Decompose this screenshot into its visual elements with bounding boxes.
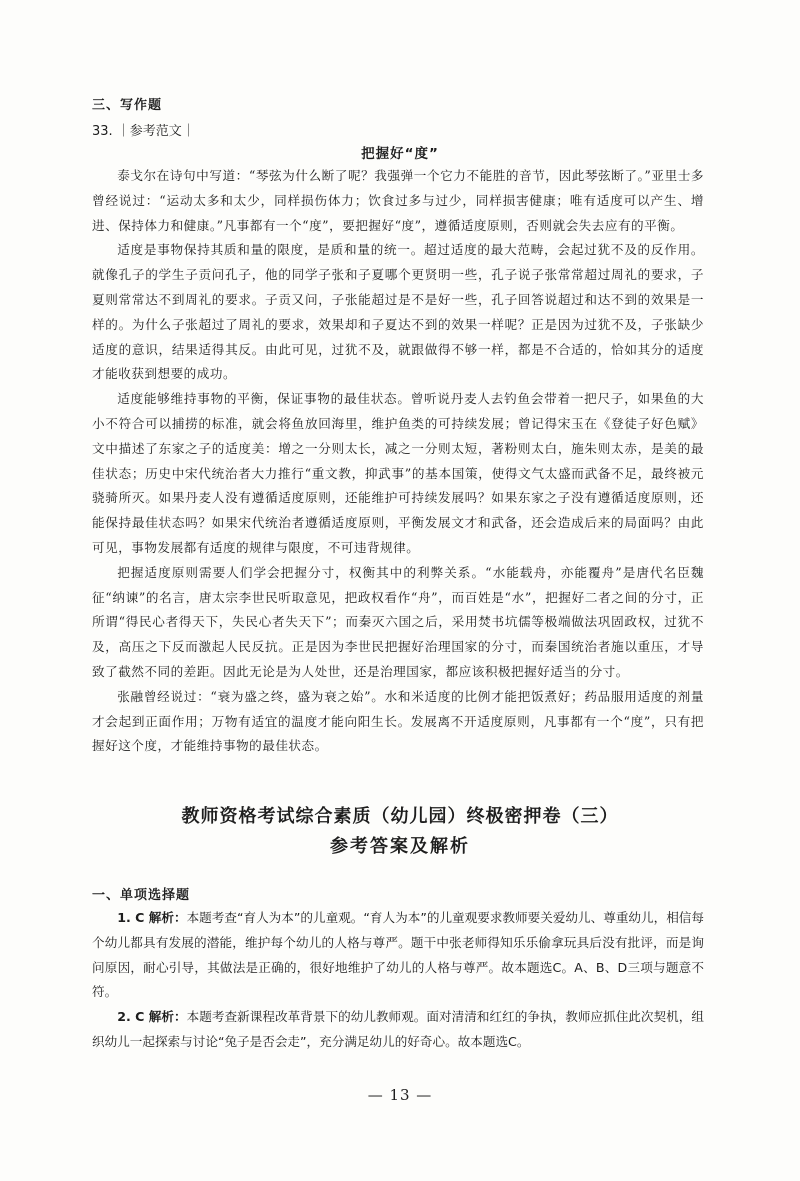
essay-paragraph: 把握适度原则需要人们学会把握分寸，权衡其中的利弊关系。“水能载舟，亦能覆舟”是唐代名臣魏征“纳谏”的名言，唐太宗李世民听取意见，把政权看作“舟”，而百姓是“水”，把握好二者之间的分寸，正所谓“得民心者得天下，失民心者失天下”；而秦灭六国之后，采用焚书坑儒等极端做法巩固政权，过犹不及，高压之下反而激起人民反抗。正是因为李世民把握好治理国家的分寸，而秦国统治者施以重压，才导致了截然不同的差距。因此无论是为人处世，还是治理国家，都应该积极把握好适当的分寸。 [92,564,704,679]
essay-paragraph: 张融曾经说过：“衰为盛之终，盛为衰之始”。水和米适度的比例才能把饭煮好；药品服用适度的剂量才会起到正面作用；万物有适宜的温度才能向阳生长。发展离不开适度原则，凡事都有一个“度”，只有把握好这个度，才能维持事物的最佳状态。 [92,688,704,754]
section-heading-writing: 三、写作题 [92,98,163,113]
essay-body [92,164,704,759]
answer-text: 本题考查“育人为本”的儿童观。“育人为本”的儿童观要求教师要关爱幼儿、尊重幼儿，相信每个幼儿都具有发展的潜能，维护每个幼儿的人格与尊严。题干中张老师得知乐乐偷拿玩具后没有批评，而是询问原因，耐心引导，其做法是正确的，很好地维护了幼儿的人格与尊严。故本题选C。A、B、D三项与题意不符。 [92,910,704,1000]
essay-paragraph: 适度是事物保持其质和量的限度，是质和量的统一。超过适度的最大范畴，会起过犹不及的反作用。就像孔子的学生子贡问孔子，他的同学子张和子夏哪个更贤明一些，孔子说子张常常超过周礼的要求，子夏则常常达不到周礼的要求。子贡又问，子张能超过是不是好一些，孔子回答说超过和达不到的效果是一样的。为什么子张超过了周礼的要求，效果却和子夏达不到的效果一样呢？正是因为过犹不及，子张缺少适度的意识，结果适得其反。由此可见，过犹不及，就跟做得不够一样，都是不合适的，恰如其分的适度才能收获到想要的成功。 [92,242,704,382]
essay-title: 把握好“度” [361,146,439,162]
exam-subtitle: 参考答案及解析 [330,836,470,857]
question-label: 33. ｜参考范文｜ [92,124,195,139]
answer-lead: 2. C 解析： [117,1009,187,1025]
exam-title: 教师资格考试综合素质（幼儿园）终极密押卷（三） [181,806,619,827]
answer-text: 本题考查新课程改革背景下的幼儿教师观。面对清清和红红的争执，教师应抓住此次契机，组织幼儿一起探索与讨论“兔子是否会走”，充分满足幼儿的好奇心。故本题选C。 [92,1009,704,1049]
essay-paragraph: 泰戈尔在诗句中写道：“琴弦为什么断了呢？我强弹一个它力不能胜的音节，因此琴弦断了。”亚里士多曾经说过：“运动太多和太少，同样损伤体力；饮食过多与过少，同样损害健康；唯有适度可以产生、增进、保持体力和健康。”凡事都有一个“度”，要把握好“度”，遵循适度原则，否则就会失去应有的平衡。 [92,168,704,233]
answer-lead: 1. C 解析： [117,910,187,925]
page-number: — 13 — [367,1086,433,1104]
section-heading-single-choice: 一、单项选择题 [92,888,191,903]
essay-paragraph: 适度能够维持事物的平衡，保证事物的最佳状态。曾听说丹麦人去钓鱼会带着一把尺子，如果鱼的大小不符合可以捕捞的标准，就会将鱼放回海里，维护鱼类的可持续发展；曾记得宋玉在《登徒子好色赋》文中描述了东家之子的适度美：增之一分则太长，减之一分则太短，著粉则太白，施朱则太赤，是美的最佳状态；历史中宋代统治者大力推行“重文教，抑武事”的基本国策，使得文气太盛而武备不足，最终被元骁骑所灭。如果丹麦人没有遵循适度原则，还能维护可持续发展吗？如果东家之子没有遵循适度原则，还能保持最佳状态吗？如果宋代统治者遵循适度原则，平衡发展文才和武备，还会造成后来的局面吗？由此可见，事物发展都有适度的规律与限度，不可违背规律。 [92,391,704,555]
answer-item [92,1005,704,1055]
answer-list [92,906,704,1055]
answer-item [92,906,704,1005]
